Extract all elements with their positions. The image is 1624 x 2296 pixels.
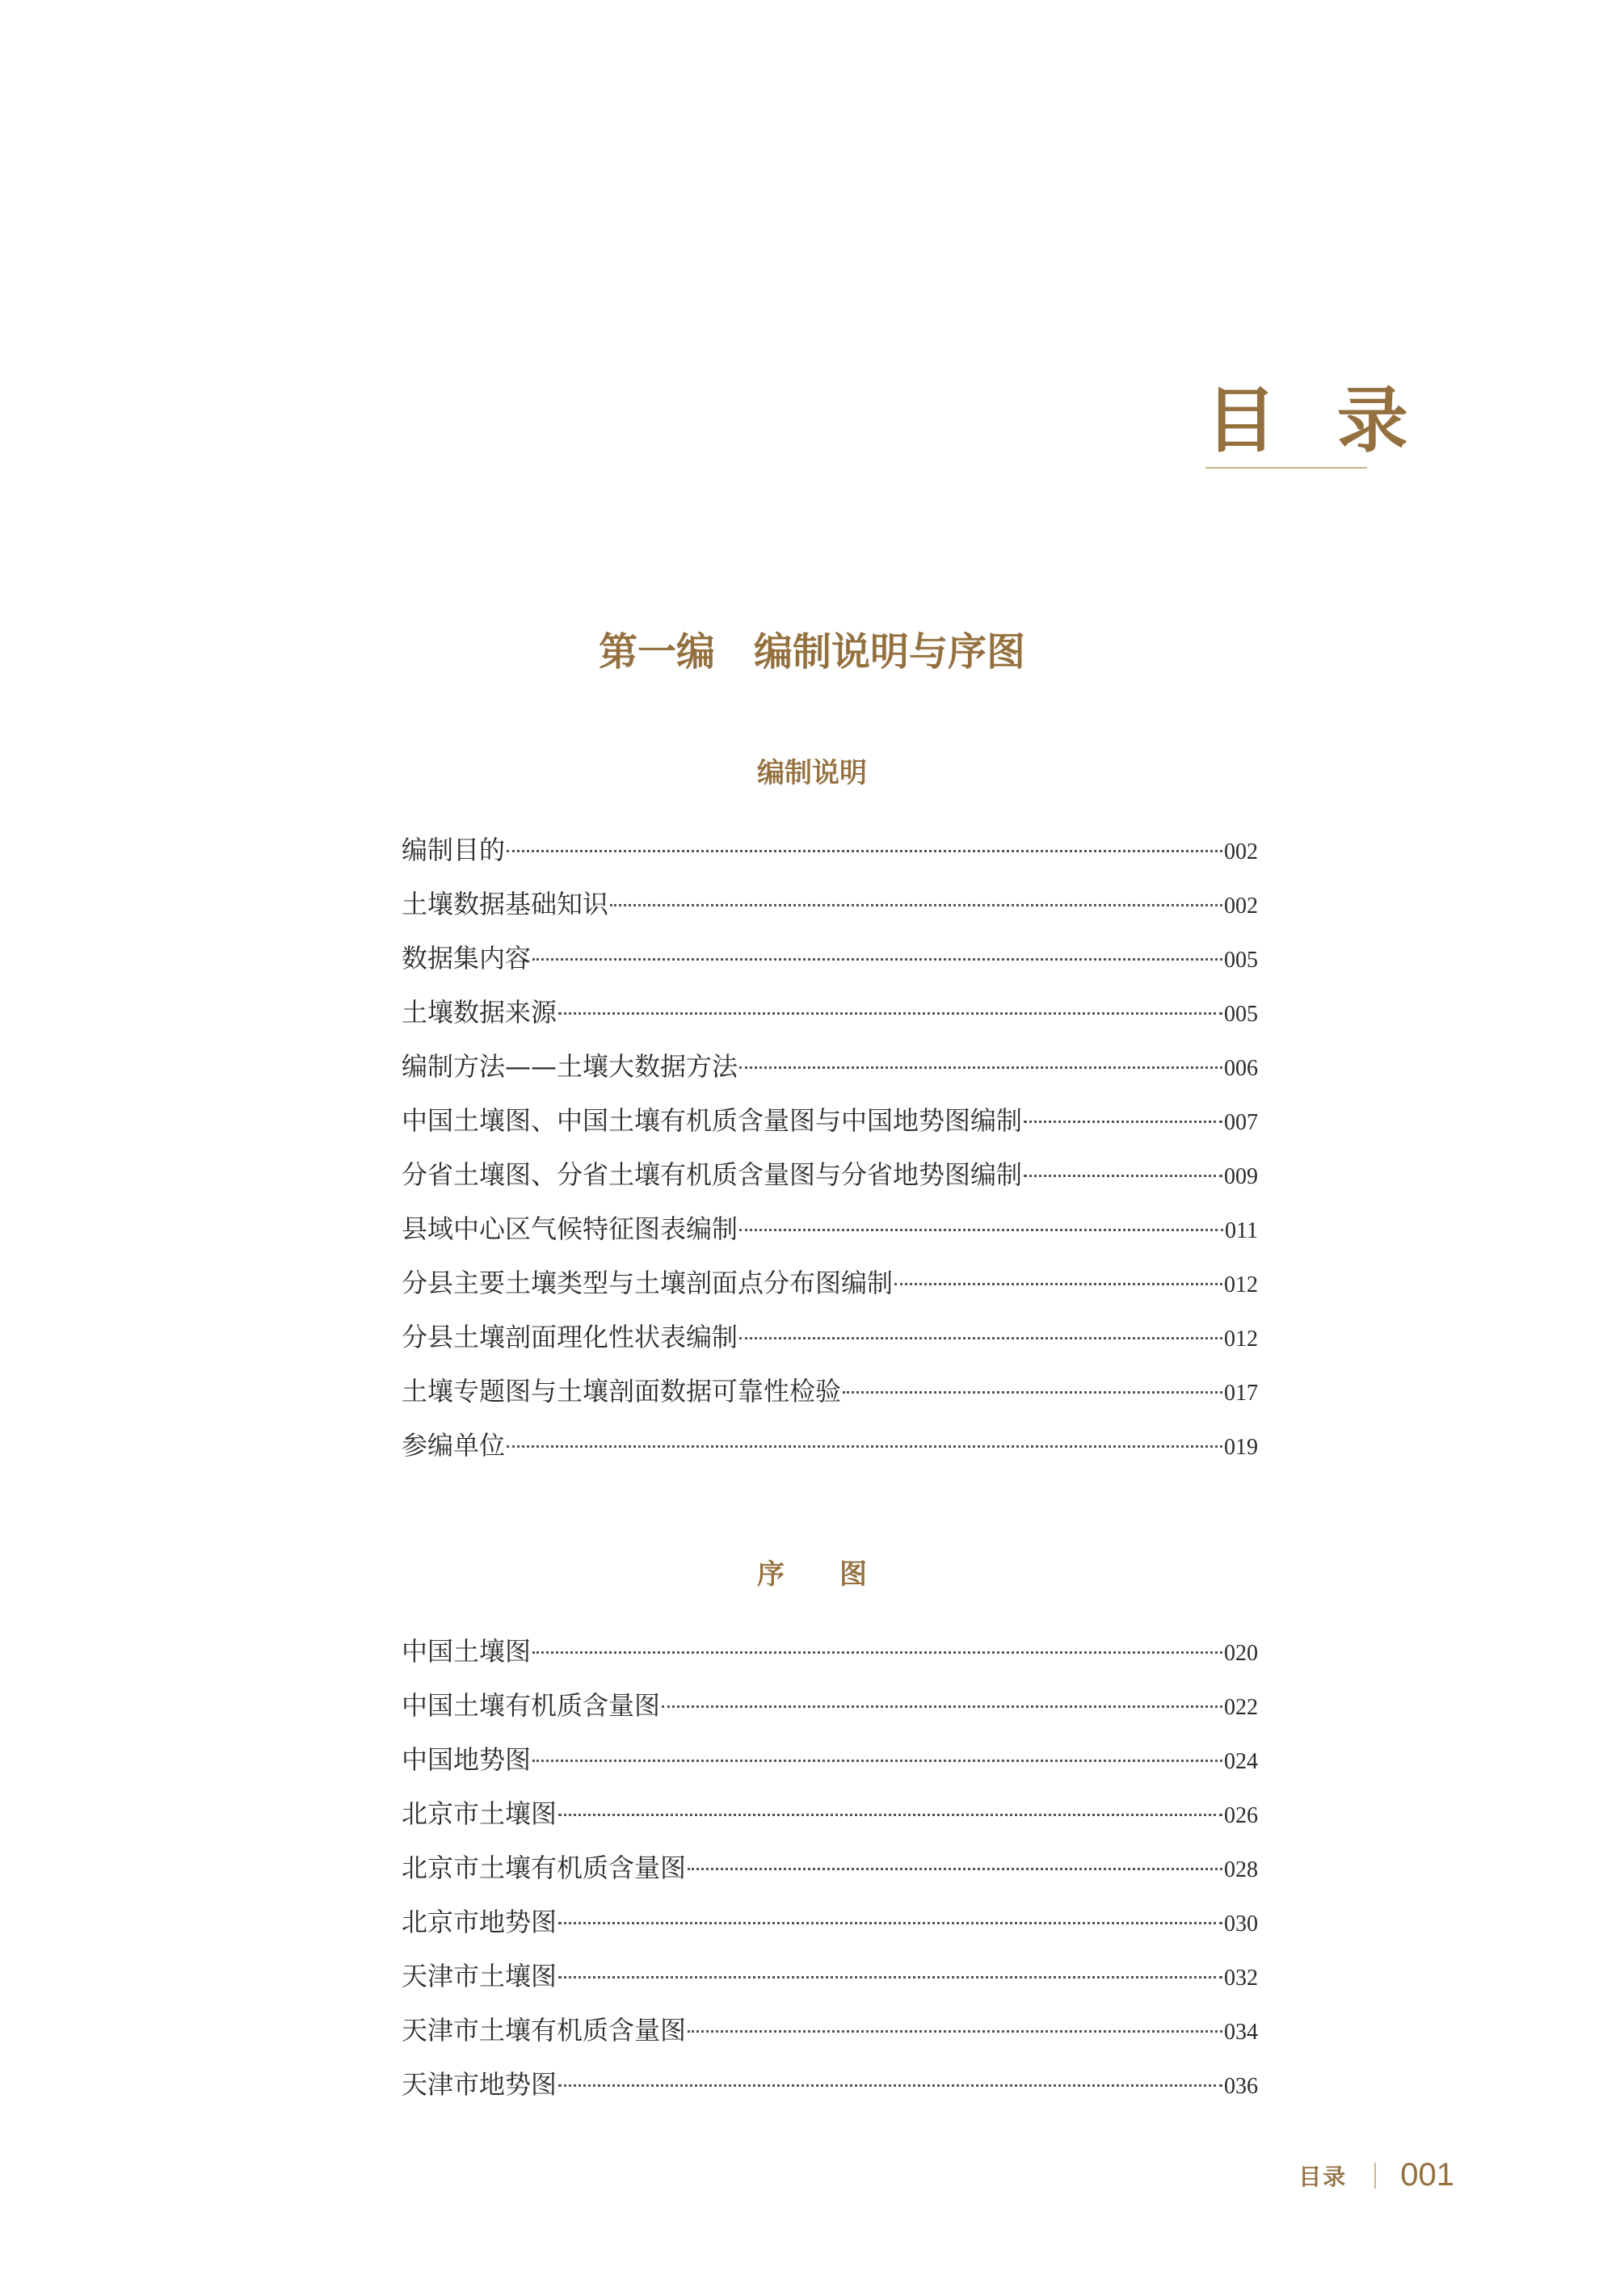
toc-entry[interactable] xyxy=(402,1040,1258,1094)
dot-leader xyxy=(739,1229,1223,1231)
toc-entry-title: 天津市土壤有机质含量图 xyxy=(402,2015,687,2046)
toc-entry-title: 分县主要土壤类型与土壤剖面点分布图编制 xyxy=(402,1268,894,1298)
toc-list-compilation-notes xyxy=(402,823,1258,1473)
dot-leader xyxy=(843,1391,1222,1394)
part-heading: 第一编 编制说明与序图 xyxy=(598,629,1025,675)
toc-entry-page: 028 xyxy=(1224,1857,1258,1882)
page-title: 目 录 xyxy=(1205,379,1426,462)
page-footer xyxy=(1298,2157,1454,2193)
toc-entry-title: 中国土壤图 xyxy=(402,1636,532,1667)
toc-entry-title: 分省土壤图、分省土壤有机质含量图与分省地势图编制 xyxy=(402,1159,1023,1190)
toc-entry-page: 030 xyxy=(1224,1911,1258,1936)
toc-entry-title: 参编单位 xyxy=(402,1430,506,1461)
toc-entry-page: 007 xyxy=(1224,1110,1258,1135)
dot-leader xyxy=(558,1814,1222,1816)
toc-entry[interactable] xyxy=(402,1733,1258,1787)
toc-entry-page: 026 xyxy=(1224,1803,1258,1828)
toc-entry-title: 中国地势图 xyxy=(402,1744,532,1775)
toc-entry[interactable] xyxy=(402,1256,1258,1310)
toc-entry-page: 019 xyxy=(1224,1435,1258,1460)
section-heading-compilation-notes: 编制说明 xyxy=(757,757,867,789)
dot-leader xyxy=(558,1976,1222,1979)
toc-entry-page: 012 xyxy=(1224,1272,1258,1297)
toc-entry-title: 土壤数据基础知识 xyxy=(402,889,609,919)
toc-entry[interactable] xyxy=(402,1094,1258,1148)
toc-entry[interactable] xyxy=(402,1625,1258,1679)
toc-entry[interactable] xyxy=(402,1949,1258,2004)
footer-section-label: 目录 xyxy=(1298,2163,1348,2190)
toc-entry-title: 中国土壤图、中国土壤有机质含量图与中国地势图编制 xyxy=(402,1105,1023,1136)
toc-entry-page: 036 xyxy=(1224,2074,1258,2099)
toc-entry-title: 编制方法——土壤大数据方法 xyxy=(402,1051,738,1082)
toc-entry-page: 005 xyxy=(1224,948,1258,973)
toc-entry-title: 中国土壤有机质含量图 xyxy=(402,1690,661,1721)
dot-leader xyxy=(1024,1121,1222,1123)
toc-entry-page: 009 xyxy=(1224,1164,1258,1189)
toc-entry[interactable] xyxy=(402,877,1258,931)
toc-entry[interactable] xyxy=(402,1202,1258,1256)
toc-entry-page: 022 xyxy=(1224,1695,1258,1720)
dot-leader xyxy=(532,1651,1222,1654)
toc-entry-page: 012 xyxy=(1224,1327,1258,1352)
toc-entry-page: 032 xyxy=(1224,1966,1258,1991)
toc-list-preface-maps xyxy=(402,1625,1258,2112)
toc-entry[interactable] xyxy=(402,1365,1258,1419)
toc-entry-title: 分县土壤剖面理化性状表编制 xyxy=(402,1322,738,1352)
toc-entry-page: 002 xyxy=(1224,894,1258,919)
toc-entry-title: 编制目的 xyxy=(402,835,506,865)
dot-leader xyxy=(558,1012,1222,1015)
toc-entry[interactable] xyxy=(402,2058,1258,2112)
toc-entry[interactable] xyxy=(402,931,1258,986)
toc-entry-page: 017 xyxy=(1224,1381,1258,1406)
toc-entry-page: 020 xyxy=(1224,1641,1258,1666)
toc-entry-page: 002 xyxy=(1224,839,1258,864)
toc-entry[interactable] xyxy=(402,1787,1258,1841)
dot-leader xyxy=(688,2030,1222,2033)
footer-page-number: 001 xyxy=(1400,2157,1454,2193)
toc-entry-page: 011 xyxy=(1225,1218,1258,1243)
toc-entry[interactable] xyxy=(402,2004,1258,2058)
toc-entry[interactable] xyxy=(402,1419,1258,1473)
toc-entry-title: 县域中心区气候特征图表编制 xyxy=(402,1213,738,1244)
dot-leader xyxy=(662,1705,1222,1708)
dot-leader xyxy=(739,1066,1222,1069)
toc-entry-page: 024 xyxy=(1224,1749,1258,1774)
toc-entry-title: 天津市土壤图 xyxy=(402,1961,557,1991)
toc-entry[interactable] xyxy=(402,1148,1258,1202)
toc-entry-title: 北京市土壤图 xyxy=(402,1798,557,1829)
toc-entry[interactable] xyxy=(402,1679,1258,1733)
dot-leader xyxy=(688,1868,1222,1870)
dot-leader xyxy=(507,1445,1222,1448)
toc-entry[interactable] xyxy=(402,1841,1258,1895)
section-heading-preface-maps: 序 图 xyxy=(757,1558,867,1591)
dot-leader xyxy=(558,1922,1222,1924)
dot-leader xyxy=(894,1283,1222,1285)
dot-leader xyxy=(558,2084,1222,2087)
toc-entry-page: 034 xyxy=(1224,2020,1258,2045)
toc-entry-title: 土壤数据来源 xyxy=(402,997,557,1028)
toc-entry-title: 天津市地势图 xyxy=(402,2069,557,2100)
toc-entry-title: 数据集内容 xyxy=(402,943,532,973)
toc-entry[interactable] xyxy=(402,1310,1258,1365)
toc-entry-title: 北京市地势图 xyxy=(402,1907,557,1937)
dot-leader xyxy=(532,958,1222,961)
dot-leader xyxy=(532,1760,1222,1762)
toc-entry[interactable] xyxy=(402,986,1258,1040)
toc-entry[interactable] xyxy=(402,823,1258,877)
title-underline xyxy=(1205,467,1367,469)
footer-divider xyxy=(1374,2163,1376,2189)
toc-entry-title: 北京市土壤有机质含量图 xyxy=(402,1852,687,1883)
dot-leader xyxy=(739,1337,1222,1339)
toc-entry-title: 土壤专题图与土壤剖面数据可靠性检验 xyxy=(402,1376,842,1407)
dot-leader xyxy=(1024,1175,1222,1177)
dot-leader xyxy=(507,850,1222,852)
toc-entry-page: 006 xyxy=(1224,1056,1258,1081)
toc-entry[interactable] xyxy=(402,1895,1258,1949)
dot-leader xyxy=(610,904,1222,906)
toc-entry-page: 005 xyxy=(1224,1002,1258,1027)
